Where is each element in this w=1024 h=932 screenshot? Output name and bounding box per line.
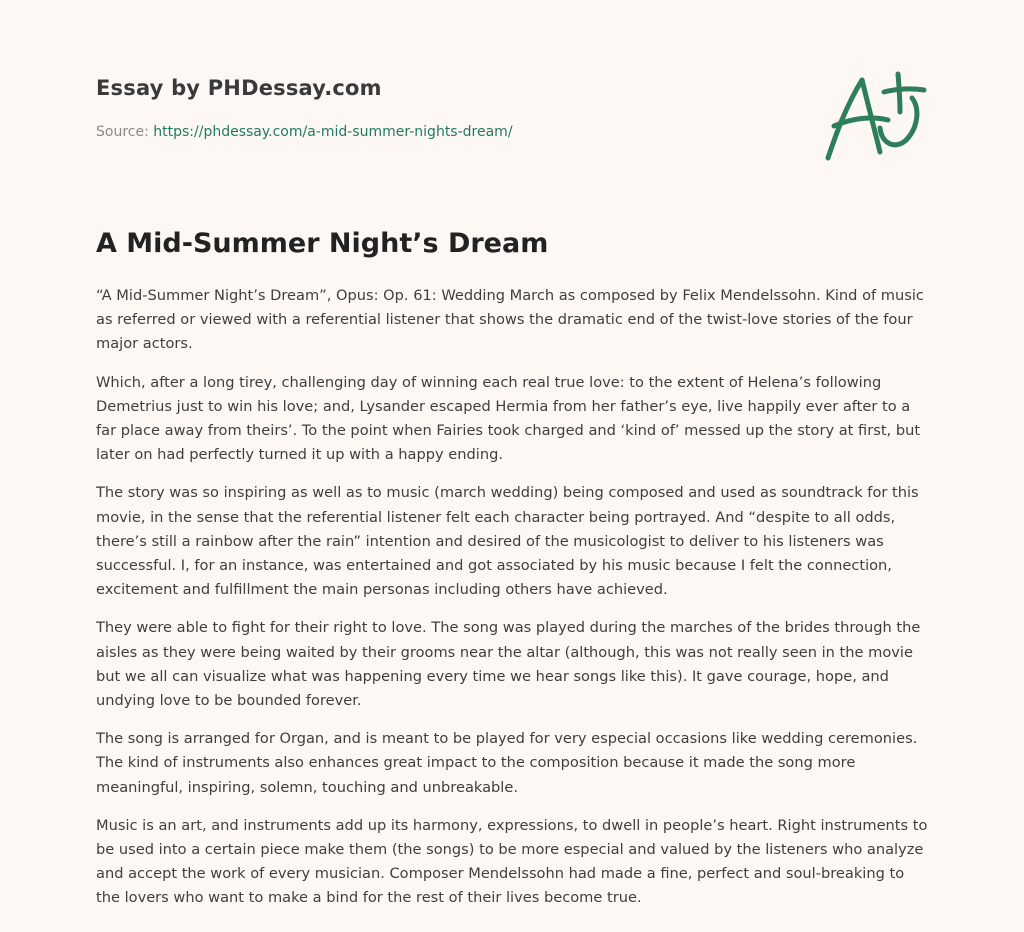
essay-paragraph: They were able to fight for their right to love. The song was played during the marches of the brides through the aisles as they were being waited by their grooms near the altar (although, this was not really seen in the movie but we all can visualize what was happening every time we hear songs like this). It gave courage, hope, and undying love to be bounded forever. xyxy=(96,619,921,710)
essay-body xyxy=(96,222,928,925)
page-header xyxy=(96,0,928,170)
essay-paragraph: Which, after a long tirey, challenging day of winning each real true love: to the extent of Helena’s following Demetrius just to win his love; and, Lysander escaped Hermia from her father’s eye, live happily ever after to a far place away from theirs’. To the point when Fairies took charged and ‘kind of’ messed up the story at first, but later on had perfectly turned it up with a happy ending. xyxy=(96,373,921,464)
source-label: Source: xyxy=(96,124,149,140)
essay-paragraph: The story was so inspiring as well as to music (march wedding) being composed and used as soundtrack for this movie, in the sense that the referential listener felt each character being portrayed. And “despite to all odds, there’s still a rainbow after the rain” intention and desired of the musicologist to deliver to his listeners was successful. I, for an instance, was entertained and got associated by his music because I felt the connection, excitement and fulfillment the main personas including others have achieved. xyxy=(96,484,919,599)
a-plus-logo-icon xyxy=(822,68,932,164)
source-link[interactable]: https://phdessay.com/a-mid-summer-nights-dream/ xyxy=(153,124,513,140)
essay-paragraph: Music is an art, and instruments add up its harmony, expressions, to dwell in people’s heart. Right instruments to be used into a certain piece make them (the songs) to be more especial and valued by the listeners who analyze and accept the work of every musician. Composer Mendelssohn had made a fine, perfect and soul-breaking to the lovers who want to make a bind for the rest of their lives become true. xyxy=(96,816,928,907)
essay-paragraph: “A Mid-Summer Night’s Dream”, Opus: Op. 61: Wedding March as composed by Felix Mendelssohn. Kind of music as referred or viewed with a referential listener that shows the dramatic end of the twist-love stories of the four major actors. xyxy=(96,287,924,353)
site-title: Essay by PHDessay.com xyxy=(96,76,382,100)
essay-title: A Mid-Summer Night’s Dream xyxy=(96,228,549,259)
source-line xyxy=(96,124,513,140)
essay-paragraph: The song is arranged for Organ, and is meant to be played for very especial occasions like wedding ceremonies. The kind of instruments also enhances great impact to the composition because it made the song more meaningful, inspiring, solemn, touching and unbreakable. xyxy=(96,730,918,796)
